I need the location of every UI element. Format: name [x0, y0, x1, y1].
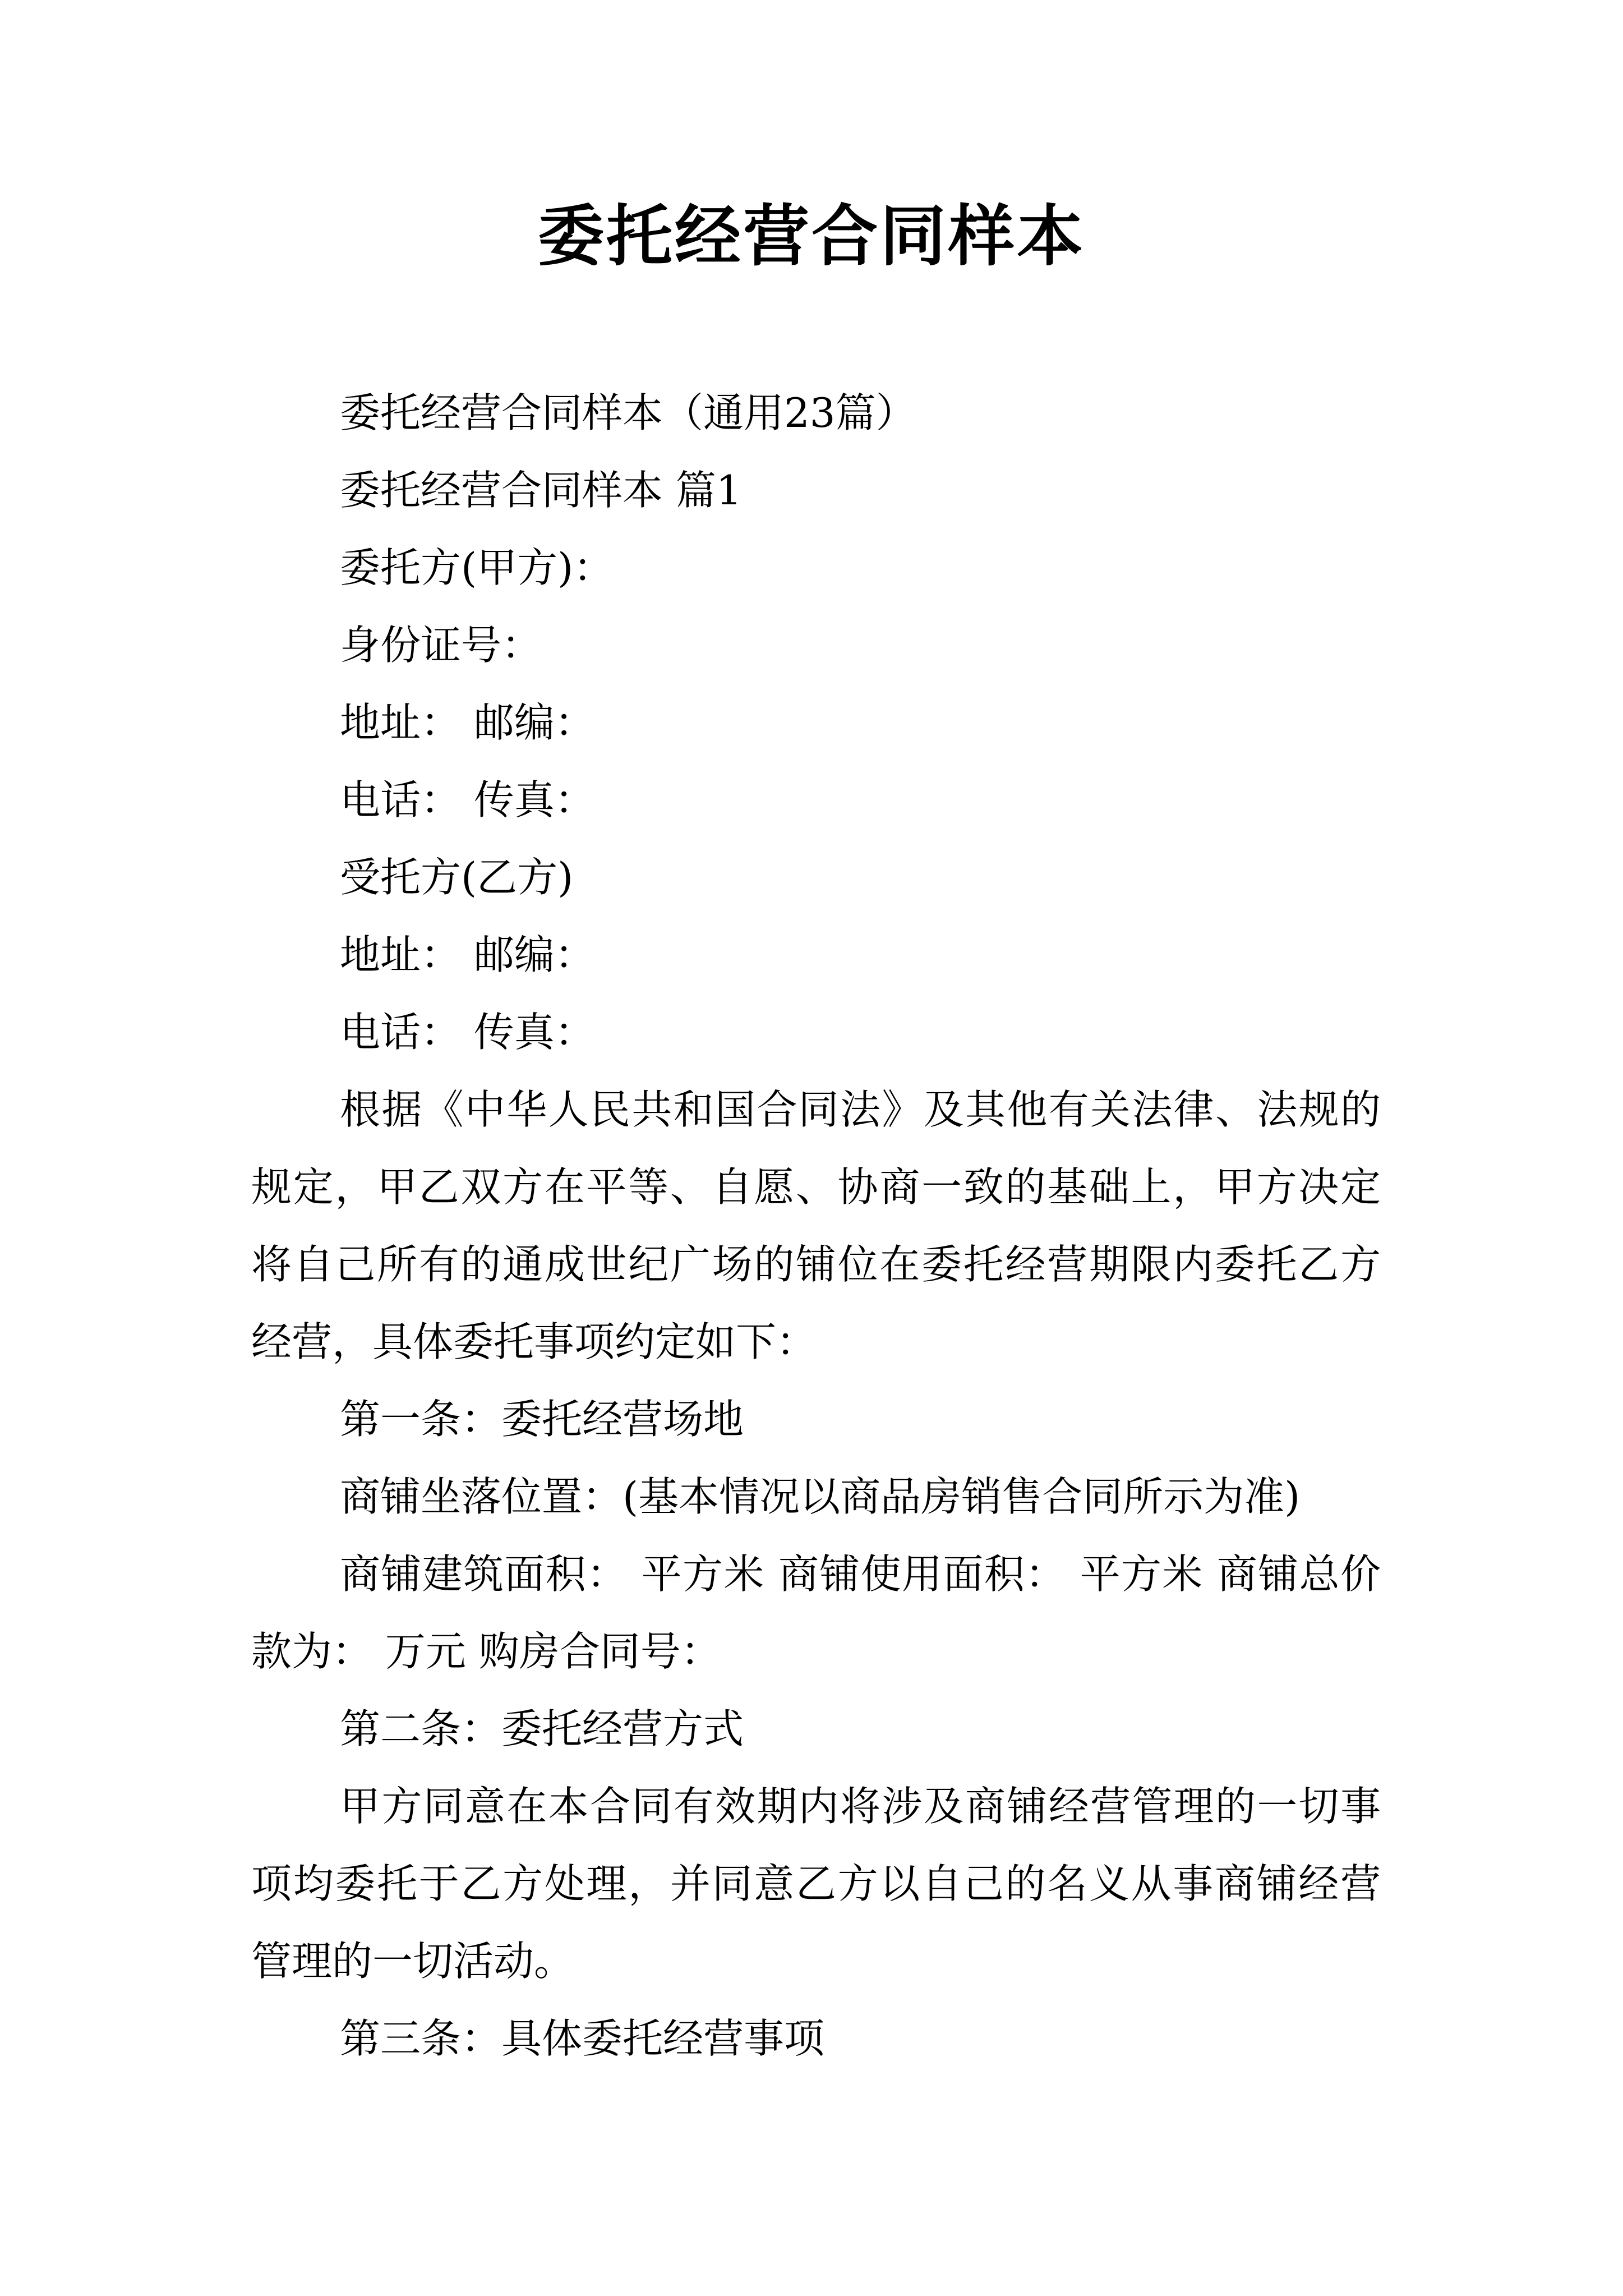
paragraph-article-1: 第一条：委托经营场地: [340, 1396, 744, 1443]
paragraph-preamble: 根据《中华人民共和国合同法》及其他有关法律、法规的规定，甲乙双方在平等、自愿、协商一致的基础上，甲方决定将自己所有的通成世纪广场的铺位在委托经营期限内委托乙方经营，具体委托事项约定如下：: [251, 1086, 1381, 1365]
paragraph-address-b: 地址： 邮编：: [340, 931, 595, 978]
paragraph-article-2: 第二条：委托经营方式: [340, 1705, 744, 1752]
paragraph-party-a: 委托方(甲方)：: [340, 544, 614, 591]
paragraph-shop-location: 商铺坐落位置：(基本情况以商品房销售合同所示为准): [340, 1473, 1301, 1520]
paragraph-phone-a: 电话： 传真：: [340, 776, 595, 823]
paragraph-phone-b: 电话： 传真：: [340, 1009, 595, 1056]
paragraph-article-2-body: 甲方同意在本合同有效期内将涉及商铺经营管理的一切事项均委托于乙方处理，并同意乙方以自己的名义从事商铺经营管理的一切活动。: [251, 1783, 1381, 1985]
paragraph-article-3: 第三条：具体委托经营事项: [340, 2015, 825, 2062]
document-title: 委托经营合同样本: [537, 197, 1085, 275]
document-body: [251, 374, 1381, 2077]
paragraph-address-a: 地址： 邮编：: [340, 699, 595, 746]
paragraph-id-number: 身份证号：: [340, 622, 542, 669]
paragraph-subtitle: 委托经营合同样本（通用23篇）: [340, 389, 916, 436]
paragraph-party-b: 受托方(乙方): [340, 854, 574, 901]
paragraph-part-heading: 委托经营合同样本 篇1: [340, 467, 742, 514]
paragraph-shop-area: 商铺建筑面积： 平方米 商铺使用面积： 平方米 商铺总价款为： 万元 购房合同号：: [251, 1550, 1381, 1675]
